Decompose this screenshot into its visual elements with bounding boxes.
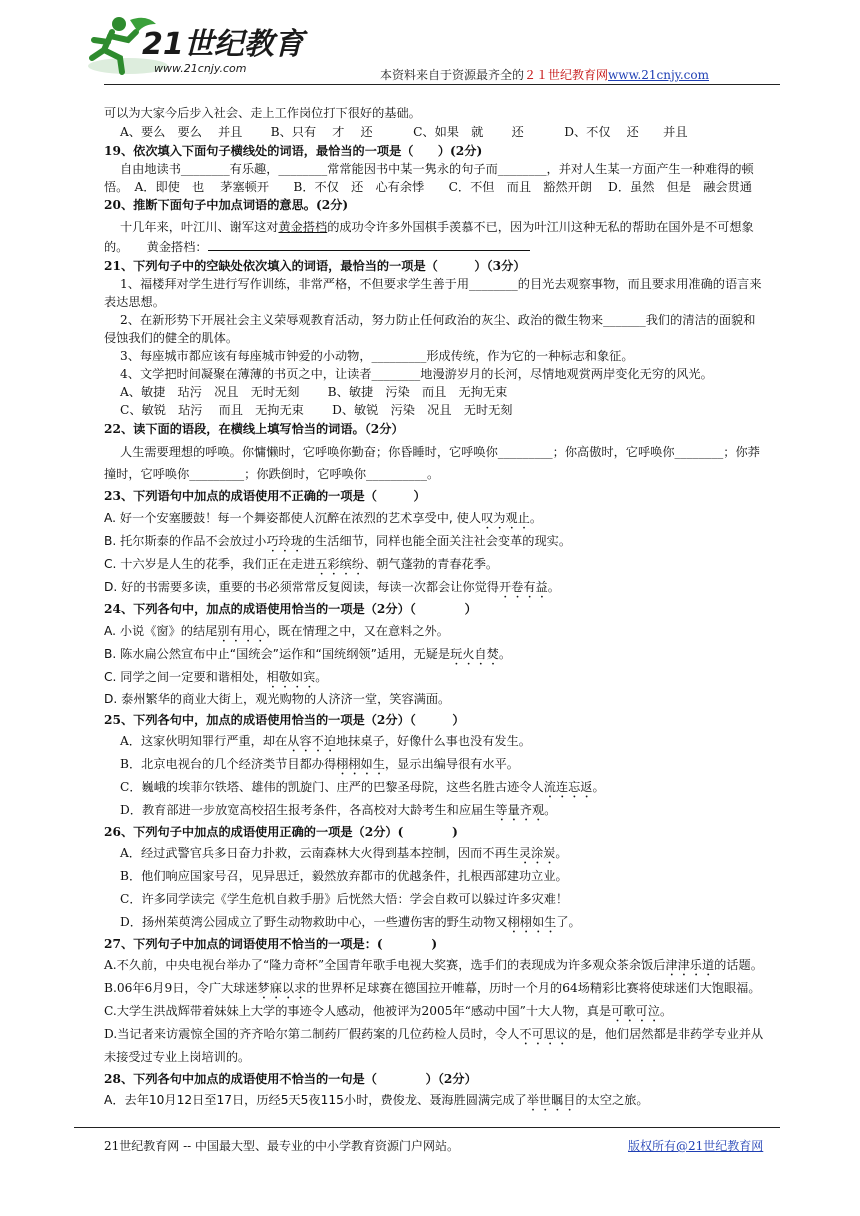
dotted-idiom: 栩栩如生 [336, 757, 385, 771]
question-19: 19、依次填入下面句子横线处的词语，最恰当的一项是（ ）(2分) [104, 144, 483, 158]
question-21: 21、下列句子中的空缺处依次填入的词语，最恰当的一项是（ ）（3分） [104, 259, 526, 273]
option-line: A、敏捷 玷污 况且 无时无刻 B、敏捷 污染 而且 无拘无束 [120, 385, 508, 399]
option-a: A. 小说《窗》的结尾别有用心，既在情理之中，又在意料之外。 [104, 624, 449, 638]
option-c: C. 十六岁是人生的花季，我们正在走进五彩缤纷、朝气蓬勃的青春花季。 [104, 557, 499, 571]
option-d-continued: 未接受过专业上岗培训的。 [104, 1050, 251, 1064]
option-a: A．去年10月12日至17日，历经5天5夜115小时，费俊龙、聂海胜圆满完成了举世瞩目的太空之旅。 [104, 1093, 649, 1107]
text-line: 2、在新形势下开展社会主义荣辱观教育活动，努力防止任何政治的灰尘、政治的微生物来_______我们的清洁的面貌和 [120, 313, 756, 327]
question-20: 20、推断下面句子中加点词语的意思。(2分) [104, 198, 349, 212]
footer-tagline: 21世纪教育网 -- 中国最大型、最专业的中小学教育资源门户网站。 [104, 1139, 460, 1153]
dotted-idiom: 巧玲珑 [266, 534, 303, 548]
option-c: C. 同学之间一定要和谐相处，相敬如宾。 [104, 670, 328, 684]
option-c: C.大学生洪战辉带着妹妹上大学的事迹令人感动，他被评为2005年“感动中国”十大人物，真是可歌可泣。 [104, 1004, 673, 1018]
dotted-idiom: 叹为观止 [481, 511, 530, 525]
dotted-idiom: 津津乐道 [665, 958, 715, 972]
option-line: C、敏锐 玷污 而且 无拘无束 D、敏锐 污染 况且 无时无刻 [120, 403, 513, 417]
dotted-idiom: 别有用心 [217, 624, 267, 638]
dotted-idiom: 等量齐观 [495, 803, 545, 817]
question-25: 25、下列各句中，加点的成语使用恰当的一项是（2分）（ ） [104, 713, 465, 727]
header-site-name: ２１世纪教育网 [524, 68, 609, 82]
text-line: 十几年来，叶江川、谢军这对黄金搭档的成功令许多外国棋手羡慕不已，因为叶江川这种无私的帮助在国外是不可想象 [120, 220, 754, 234]
text-line: 侵蚀我们的健全的肌体。 [104, 331, 239, 345]
text-line: 1、福楼拜对学生进行写作训练，非常严格，不但要求学生善于用________的目光去观察事物，而且要求用准确的语言来 [120, 277, 762, 291]
header-divider [104, 84, 780, 85]
question-23: 23、下列语句中加点的成语使用不正确的一项是（ ） [104, 489, 426, 503]
answer-line: 的。 黄金搭档： [104, 238, 530, 256]
text-line: 人生需要理想的呼唤。你慵懒时，它呼唤你勤奋；你昏睡时，它呼唤你_________；你高傲时，它呼唤你________；你莽 [120, 445, 760, 459]
answer-blank[interactable] [208, 238, 530, 251]
dotted-idiom: 相敬如宾 [266, 670, 316, 684]
dotted-idiom: 五彩缤纷 [315, 557, 365, 571]
option-line: 悟。 A．即使 也 茅塞顿开 B．不仅 还 心有余悸 C．不但 而且 豁然开朗 D．虽然 但是 融会贯通 [104, 180, 752, 194]
text-line: 4、文学把时间凝聚在薄薄的书页之中，让读者________地漫游岁月的长河，尽情地观赏两岸变化无穷的风光。 [120, 367, 713, 381]
option-b: B. 托尔斯泰的作品不会放过小巧玲珑的生活细节，同样也能全面关注社会变革的现实。 [104, 534, 572, 548]
question-28: 28、下列各句中加点的成语使用不恰当的一句是（ ）（2分） [104, 1072, 477, 1086]
option-a: A.不久前，中央电视台举办了“隆力奇杯”全国青年歌手电视大奖赛，选手们的表现成为许多观众茶余饭后津津乐道的话题。 [104, 958, 763, 972]
dotted-idiom: 梦寐以求 [257, 981, 307, 995]
header-note: 本资料来自于资源最齐全的２１世纪教育网www.21cnjy.com [380, 68, 709, 82]
option-c: C．许多同学读完《学生危机自救手册》后恍然大悟：学会自救可以躲过许多灾难！ [120, 892, 569, 906]
option-d: D. 好的书需要多读，重要的书必须常常反复阅读，每读一次都会让你觉得开卷有益。 [104, 580, 560, 594]
option-d: D．教育部进一步放宽高校招生报考条件，各高校对大龄考生和应届生等量齐观。 [120, 803, 557, 817]
option-b: B. 陈水扁公然宣布中止“国统会”运作和“国统纲领”适用，无疑是玩火自焚。 [104, 647, 511, 661]
text-line: 表达思想。 [104, 295, 165, 309]
option-d: D.当记者来访震惊全国的齐齐哈尔第二制药厂假药案的几位药检人员时，令人不可思议的是，他们居然都是非药学专业并从 [104, 1027, 764, 1041]
option-b: B．他们响应国家号召，见异思迁，毅然放弃都市的优越条件，扎根西部建功立业。 [120, 869, 568, 883]
text-line: 撞时，它呼唤你_________；你跌倒时，它呼唤你__________。 [104, 467, 440, 481]
runner-logo-icon [84, 10, 314, 82]
question-26: 26、下列句子中加点的成语使用正确的一项是（2分）( ) [104, 825, 458, 839]
text-line: 可以为大家今后步入社会、走上工作岗位打下很好的基础。 [104, 106, 421, 120]
logo-wordmark: 21世纪教育 [142, 27, 304, 62]
option-line: A、要么 要么 并且 B、只有 才 还 C、如果 就 还 D、不仅 还 并且 [120, 125, 688, 139]
site-logo [84, 10, 314, 82]
dotted-idiom: 流连忘返 [543, 780, 593, 794]
dotted-idiom: 灵涂炭 [518, 846, 556, 860]
option-a: A. 好一个安塞腰鼓！每一个舞姿都使人沉醉在浓烈的艺术享受中, 使人叹为观止。 [104, 511, 542, 525]
dotted-idiom: 不可思议 [519, 1027, 569, 1041]
option-d: D. 泰州繁华的商业大街上，观光购物的人济济一堂，笑容满面。 [104, 692, 451, 706]
text-line: 3、每座城市都应该有每座城市钟爱的小动物，_________形成传统，作为它的一种标志和象征。 [120, 349, 634, 363]
question-24: 24、下列各句中，加点的成语使用恰当的一项是（2分）（ ） [104, 602, 477, 616]
footer-copyright-link[interactable]: 版权所有@21世纪教育网 [628, 1139, 764, 1153]
text-line: 自由地读书________有乐趣，________常常能因书中某一隽永的句子而________，并对人生某一方面产生一种难得的顿 [120, 162, 754, 176]
header-url-link[interactable]: www.21cnjy.com [608, 68, 709, 82]
logo-url: www.21cnjy.com [154, 62, 247, 75]
option-a: A．经过武警官兵多日奋力扑救，云南森林大火得到基本控制，因而不再生灵涂炭。 [120, 846, 568, 860]
marked-phrase: 黄金搭档 [278, 220, 328, 234]
option-b: B．北京电视台的几个经济类节目都办得栩栩如生，显示出编导很有水平。 [120, 757, 519, 771]
question-22: 22、读下面的语段，在横线上填写恰当的词语。（2分） [104, 422, 404, 436]
dotted-idiom: 可歌可泣 [611, 1004, 660, 1018]
option-c: C．巍峨的埃菲尔铁塔、雄伟的凯旋门、庄严的巴黎圣母院，这些名胜古迹令人流连忘返。 [120, 780, 605, 794]
option-b: B.06年6月9日，令广大球迷梦寐以求的世界杯足球赛在德国拉开帷幕，历时一个月的64场精彩比赛将使球迷们大饱眼福。 [104, 981, 761, 995]
dotted-idiom: 栩栩如生 [507, 915, 557, 929]
footer-divider [74, 1127, 780, 1128]
dotted-idiom: 玩火自焚 [450, 647, 499, 661]
dotted-idiom: 举世瞩目 [526, 1093, 576, 1107]
dotted-idiom: 从容不迫 [287, 734, 336, 748]
option-a: A．这家伙明知罪行严重，却在从容不迫地抹桌子，好像什么事也没有发生。 [120, 734, 531, 748]
dotted-idiom: 开卷有益 [498, 580, 548, 594]
question-27: 27、下列句子中加点的词语使用不恰当的一项是：( ) [104, 937, 438, 951]
option-d: D．扬州茱萸湾公园成立了野生动物救助中心，一些遭伤害的野生动物又栩栩如生了。 [120, 915, 581, 929]
